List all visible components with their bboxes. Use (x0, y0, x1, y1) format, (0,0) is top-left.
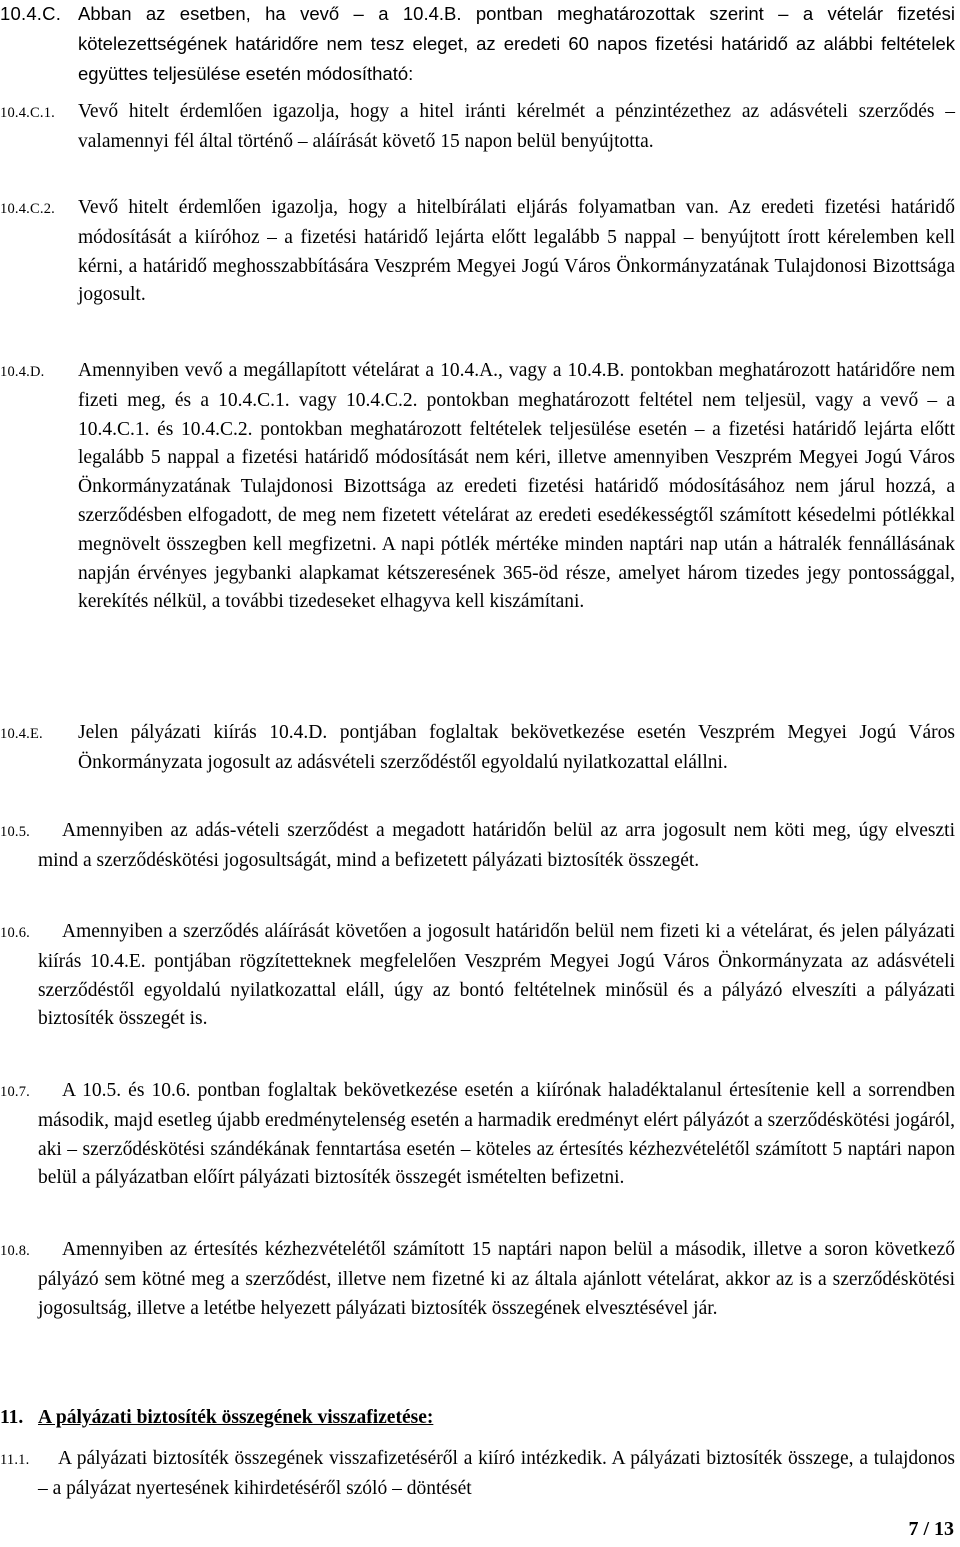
paragraph-number: 10.4.E. (0, 726, 43, 742)
paragraph-number: 10.7. (0, 1084, 30, 1100)
paragraph-number: 10.5. (0, 824, 30, 840)
paragraph-10-6 (0, 918, 955, 1034)
paragraph-10-4-c (0, 0, 955, 89)
paragraph-number: 10.4.C.1. (0, 105, 55, 121)
paragraph-number: 10.8. (0, 1243, 30, 1259)
paragraph-10-4-c-1 (0, 98, 955, 157)
page-number: 7 / 13 (908, 1518, 954, 1540)
paragraph-11-1 (0, 1445, 955, 1504)
paragraph-text: A pályázati biztosíték összegének visszafizetéséről a kiíró intézkedik. A pályázati biztosíték összege, a tulajdonos – a pályázat nyertesének kihirdetéséről szóló – döntését (38, 1448, 955, 1499)
paragraph-text: Jelen pályázati kiírás 10.4.D. pontjában foglaltak bekövetkezése esetén Veszprém Megyei Jogú Város Önkormányzata jogosult az adásvételi szerződéstől egyoldalú nyilatkozattal elállni. (78, 722, 955, 773)
paragraph-number: 10.4.C. (0, 3, 62, 24)
paragraph-number: 10.4.D. (0, 364, 45, 380)
section-number: 11. (0, 1407, 24, 1428)
paragraph-text: Amennyiben az adás-vételi szerződést a megadott határidőn belül az arra jogosult nem köti meg, úgy elveszti mind a szerződéskötési jogosultságát, mind a befizetett pályázati biztosíték összegét. (38, 820, 955, 871)
paragraph-number: 10.6. (0, 925, 30, 941)
paragraph-text: Vevő hitelt érdemlően igazolja, hogy a hitel iránti kérelmét a pénzintézethez az adásvételi szerződés – valamennyi fél által történő – aláírását követő 15 napon belül benyújtotta. (78, 101, 955, 152)
paragraph-10-7 (0, 1077, 955, 1193)
paragraph-number: 10.4.C.2. (0, 201, 55, 217)
paragraph-10-4-c-2 (0, 194, 955, 310)
paragraph-number: 11.1. (0, 1452, 30, 1468)
paragraph-text: A 10.5. és 10.6. pontban foglaltak bekövetkezése esetén a kiírónak haladéktalanul értesítenie kell a sorrendben második, majd esetleg újabb eredménytelenség esetén a harmadik eredményt elért pályázót a szerződéskötési jogáról, aki – szerződéskötési szándékának fenntartása esetén – köteles az értesítés kézhezvételétől számított 5 naptári napon belül a pályázatban előírt pályázati biztosíték összegét ismételten befizetni. (38, 1080, 955, 1189)
paragraph-10-4-d (0, 357, 955, 617)
paragraph-text: Amennyiben a szerződés aláírását követően a jogosult határidőn belül nem fizeti ki a vételárat, és jelen pályázati kiírás 10.4.E. pontjában rögzítetteknek megfelelően Veszprém Megyei Jogú Város Önkormányzata az adásvételi szerződéstől egyoldalú nyilatkozattal eláll, úgy az bontó feltételnek minősül és a pályázó elveszíti a pályázati biztosíték összegét is. (38, 921, 955, 1030)
paragraph-text: Amennyiben vevő a megállapított vételárat a 10.4.A., vagy a 10.4.B. pontokban meghatározott határidőre nem fizeti meg, és a 10.4.C.1. vagy 10.4.C.2. pontokban meghatározott feltétel nem teljesül, vagy a vevő – a 10.4.C.1. és 10.4.C.2. pontokban meghatározott feltételek teljesülése esetén – a fizetési határidő lejárta előtt legalább 5 nappal a fizetési határidő módosítását nem kéri, illetve amennyiben Veszprém Megyei Jogú Város Önkormányzatának Tulajdonosi Bizottsága az eredeti fizetési határidő módosításához nem járul hozzá, a szerződésben elfogadott, de meg nem fizetett vételárat az eredeti esedékességtől számított késedelmi pótlékkal megnövelt összegben kell megfizetni. A napi pótlék mértéke minden naptári nap után a hátralék fennállásának napján érvényes jegybanki alapkamat kétszeresének 365-öd része, amelyet három tizedes jegy pontossággal, kerekítés nélkül, a további tizedeseket elhagyva kell kiszámítani. (78, 360, 955, 613)
paragraph-10-8 (0, 1236, 955, 1323)
paragraph-text: Amennyiben az értesítés kézhezvételétől számított 15 naptári napon belül a második, illetve a soron következő pályázó sem kötné meg a szerződést, illetve nem fizetné ki az általa ajánlott vételárat, akkor az is a szerződéskötési jogosultság, illetve a letétbe helyezett pályázati biztosíték összegének elvesztésével jár. (38, 1239, 955, 1319)
paragraph-text: Vevő hitelt érdemlően igazolja, hogy a hitelbírálati eljárás folyamatban van. Az eredeti fizetési határidő módosítását a kiíróhoz – a fizetési határidő lejárta előtt legalább 5 nappal – benyújtott írott kérelemben kell kérni, a határidő meghosszabbítására Veszprém Megyei Jogú Város Önkormányzatának Tulajdonosi Bizottsága jogosult. (78, 197, 955, 306)
paragraph-text: Abban az esetben, ha vevő – a 10.4.B. pontban meghatározottak szerint – a vételár fizetési kötelezettségének határidőre nem tesz eleget, az eredeti 60 napos fizetési határidő az alábbi feltételek együttes teljesülése esetén módosítható: (78, 3, 955, 84)
paragraph-10-5 (0, 817, 955, 876)
paragraph-10-4-e (0, 719, 955, 778)
section-title: A pályázati biztosíték összegének visszafizetése: (38, 1407, 434, 1428)
section-heading-11 (0, 1404, 955, 1433)
